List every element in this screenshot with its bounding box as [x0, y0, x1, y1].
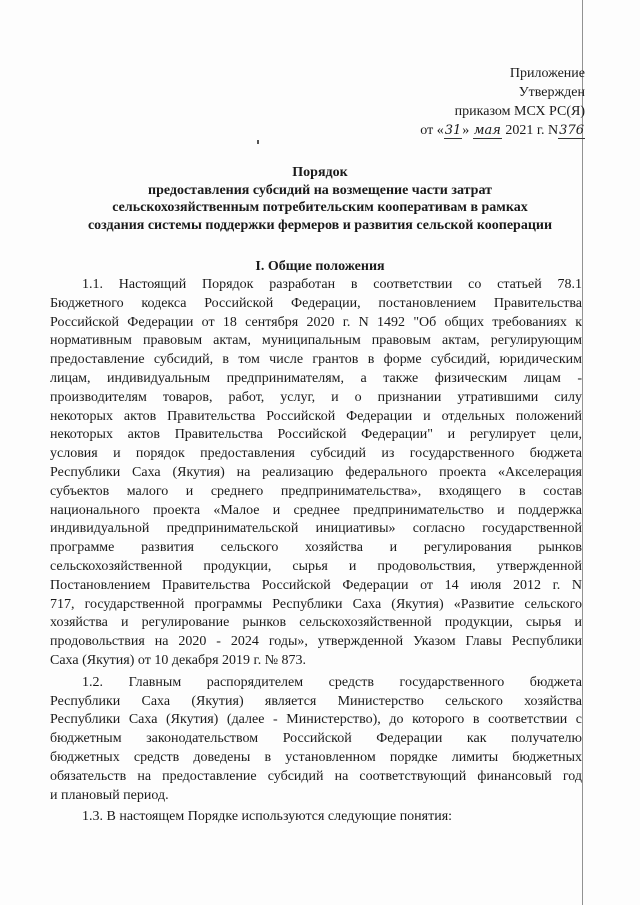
text-line: и плановый период. [50, 787, 169, 803]
text-line: бюджетных средств доведены в установленном порядке лимиты бюджетных [50, 749, 582, 765]
text-line: 1.2. Главным распорядителем средств государственного бюджета [82, 674, 582, 690]
text-line: программе развития сельского хозяйства и регулирования рынков [50, 540, 582, 556]
text-line: Саха (Якутия) от 10 декабря 2019 г. № 873. [50, 652, 307, 668]
document-title [50, 164, 590, 234]
title-line-4: создания системы поддержки фермеров и развития сельской кооперации [87, 217, 553, 233]
approval-block [420, 64, 585, 140]
text-line: предоставление субсидий, в том числе грантов в форме субсидий, юридическим [50, 352, 582, 368]
text-line: Постановлением Правительства Российской Федерации от 14 июля 2012 г. N [50, 577, 582, 593]
appendix-label: Приложение [509, 66, 585, 81]
section-heading: I. Общие положения [255, 259, 385, 274]
text-line: 1.3. В настоящем Порядке используются следующие понятия: [82, 809, 453, 825]
text-line: Российской Федерации от 18 сентября 2020 г. N 1492 "Об общих требованиях к [50, 314, 582, 330]
text-line: некоторых актов Правительства Российской Федерации" и регулирует цели, [50, 427, 582, 443]
order-reference: приказом МСХ РС(Я) [454, 104, 585, 119]
paragraph-1-1 [50, 276, 582, 671]
paragraph-1-2 [50, 674, 582, 806]
text-line: Республики Саха (Якутия) является Министерство сельского хозяйства [50, 693, 582, 709]
text-line: Республики Саха (Якутия) (далее - Министерство), до которого в соответствии с [50, 712, 582, 728]
text-line: Бюджетного кодекса Российской Федерации, постановлением Правительства [50, 295, 582, 311]
text-line: индивидуальной предпринимательской инициативы» согласно государственной [50, 521, 582, 537]
text-line: сельскохозяйственной продукции, сырья и продовольствия, утвержденной [50, 558, 582, 574]
date-day-handwritten: 31 [444, 123, 462, 138]
text-line: обязательств на предоставление субсидий на соответствующий финансовый год [50, 768, 582, 784]
date-month-handwritten: мая [473, 123, 501, 138]
title-line-2: предоставления субсидий на возмещение части затрат [148, 182, 492, 198]
text-line: 1.1. Настоящий Порядок разработан в соответствии со статьей 78.1 [82, 277, 582, 292]
text-line: бюджетным законодательством Российской Федерации как получателю [50, 731, 582, 747]
document-body [50, 276, 582, 827]
text-line: нормативным правовым актам, муниципальным правовым актам, регулирующим [50, 333, 582, 349]
text-line: лицам, индивидуальным предпринимателям, а также физическим лицам - [50, 370, 582, 386]
date-year: 2021 г. N [505, 123, 559, 138]
text-line: хозяйства и регулирование рынков сельскохозяйственной продукции, сырья и [50, 615, 582, 631]
approved-label: Утвержден [518, 85, 585, 100]
text-line: Республики Саха (Якутия) на реализацию федерального проекта «Акселерация [50, 464, 582, 480]
title-line-1: Порядок [292, 165, 348, 180]
text-line: продовольствия на 2020 - 2024 годы», утвержденной Указом Главы Республики [50, 634, 582, 650]
title-line-3: сельскохозяйственным потребительским кооперативам в рамках [112, 200, 528, 215]
order-number-handwritten: 376 [559, 123, 584, 138]
paragraph-1-3 [50, 808, 582, 827]
date-prefix: от « [420, 123, 444, 138]
text-line: некоторых актов Правительства Российской Федерации и отдельных положений [50, 408, 582, 424]
text-line: производителям товаров, работ, услуг, и о признании утратившими силу [50, 389, 582, 405]
text-line: условия и порядок предоставления субсидий из государственного бюджета [50, 446, 582, 462]
scan-mark [257, 140, 259, 144]
text-line: 717, государственной программы Республики Саха (Якутия) «Развитие сельского [50, 596, 582, 612]
date-mid: » [462, 123, 470, 138]
text-line: национального проекта «Малое и среднее предпринимательство и поддержка [50, 502, 582, 518]
order-date-line [420, 121, 585, 140]
text-line: субъектов малого и среднего предпринимательства», входящего в состав [50, 483, 582, 499]
